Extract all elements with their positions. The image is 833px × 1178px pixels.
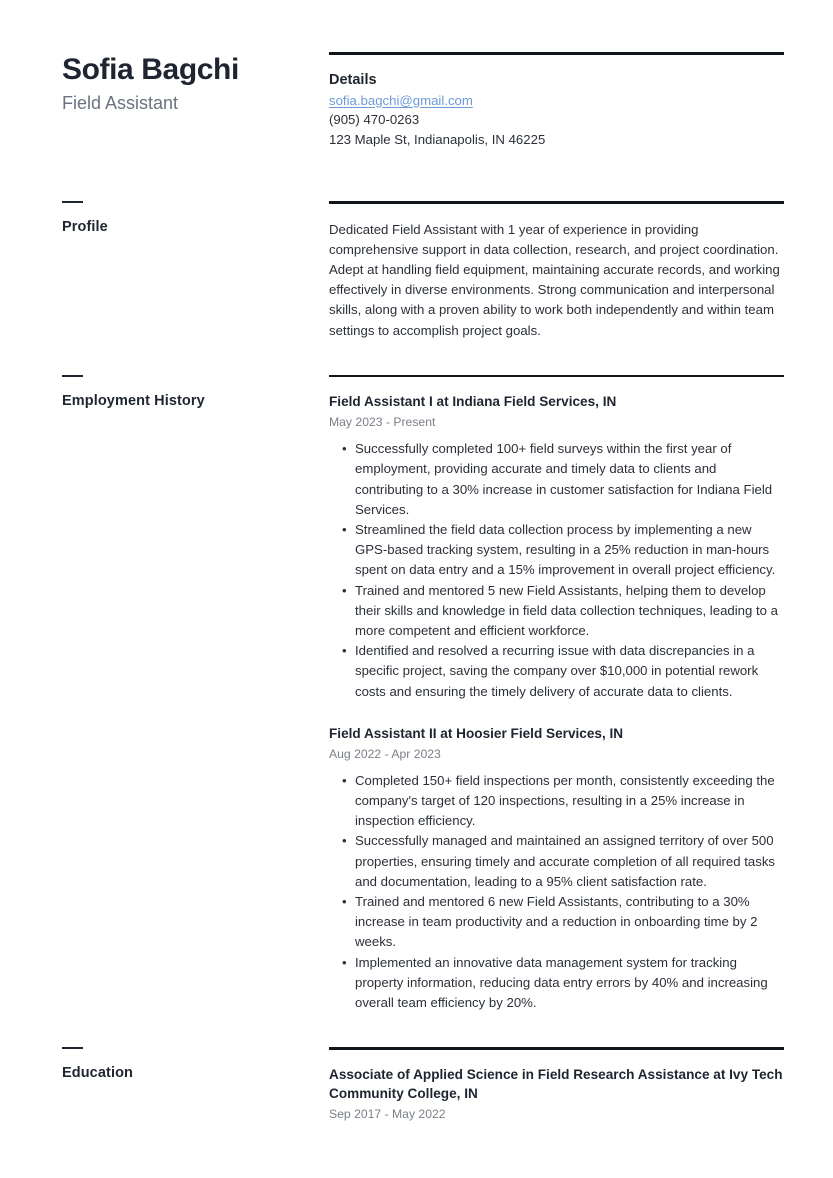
- section-divider: [329, 201, 784, 204]
- section-label-education: Education: [62, 1065, 133, 1082]
- details-heading: Details: [329, 71, 377, 88]
- entry-bullet-list: [329, 439, 784, 702]
- phone-text: (905) 470-0263: [329, 112, 420, 127]
- address-text: 123 Maple St, Indianapolis, IN 46225: [329, 131, 546, 147]
- section-label-profile: Profile: [62, 219, 108, 235]
- profile-text: Dedicated Field Assistant with 1 year of experience in providing comprehensive support in data collection, research, and project coordination. Adept at handling field equipment, maintaining accurate records, and working effectively in diverse environments. Strong communication and interpersonal skills, along with a proven ability to work both independently and within team settings to accomplish project goals.: [329, 221, 780, 338]
- list-item: • Completed 150+ field inspections per month, consistently exceeding the company's target of 120 inspections, resulting in a 25% increase in inspection efficiency.: [329, 771, 784, 832]
- profile-label-block: [62, 201, 329, 341]
- name-block: [62, 52, 329, 149]
- list-item: • Successfully completed 100+ field surveys within the first year of employment, providing accurate and timely data to clients and contributing to a 30% increase in customer satisfaction for Indiana Field Services.: [329, 439, 784, 520]
- spacer: [62, 341, 329, 375]
- entry-title: Field Assistant II at Hoosier Field Services, IN: [329, 725, 624, 741]
- entry-date: Aug 2022 - Apr 2023: [329, 746, 441, 761]
- education-entry: [329, 1065, 784, 1123]
- list-item: • Trained and mentored 6 new Field Assistants, contributing to a 30% increase in team productivity and a reduction in onboarding time by 2 weeks.: [329, 892, 784, 953]
- spacer: [329, 149, 784, 201]
- spacer: [329, 341, 784, 375]
- entry-bullet-list: [329, 771, 784, 1013]
- section-divider: [329, 52, 784, 55]
- job-title: Field Assistant: [62, 93, 179, 113]
- education-entries: [329, 1050, 784, 1123]
- employment-label-block: [62, 375, 329, 1014]
- page-title: Sofia Bagchi: [62, 53, 239, 86]
- education-section: [329, 1047, 784, 1123]
- label-rule: [62, 375, 83, 377]
- employment-entry: [329, 724, 784, 1013]
- spacer: [62, 149, 329, 201]
- entry-title: Field Assistant I at Indiana Field Services, IN: [329, 394, 617, 410]
- list-item: • Successfully managed and maintained an assigned territory of over 500 properties, ensuring timely and accurate completion of all required tasks and documentation, leading to a 95% client satisfaction rate.: [329, 831, 784, 892]
- entry-title: Associate of Applied Science in Field Research Assistance at Ivy Tech Community College, IN: [329, 1066, 783, 1101]
- list-item: • Implemented an innovative data management system for tracking property information, reducing data entry errors by 40% and increasing overall team efficiency by 20%.: [329, 953, 784, 1014]
- label-rule: [62, 1047, 83, 1049]
- list-item: • Streamlined the field data collection process by implementing a new GPS-based tracking system, resulting in a 25% reduction in man-hours spent on data entry and a 15% improvement in overall project efficiency.: [329, 520, 784, 581]
- entry-date: Sep 2017 - May 2022: [329, 1106, 446, 1121]
- details-section: [329, 52, 784, 149]
- employment-section: [329, 375, 784, 1014]
- spacer: [62, 1013, 329, 1047]
- profile-section: [329, 201, 784, 341]
- spacer: [329, 1013, 784, 1047]
- email-row: [329, 91, 784, 111]
- employment-entries: [329, 377, 784, 1013]
- email-link[interactable]: sofia.bagchi@gmail.com: [329, 92, 473, 108]
- entry-date: May 2023 - Present: [329, 415, 436, 430]
- education-label-block: [62, 1047, 329, 1123]
- employment-entry: [329, 392, 784, 702]
- section-label-employment: Employment History: [62, 392, 205, 409]
- list-item: • Identified and resolved a recurring issue with data discrepancies in a specific project, saving the company over $10,000 in potential rework costs and ensuring the timely delivery of accurate data to clients.: [329, 641, 784, 702]
- list-item: • Trained and mentored 5 new Field Assistants, helping them to develop their skills and knowledge in field data collection techniques, leading to a more competent and efficient workforce.: [329, 581, 784, 642]
- label-rule: [62, 201, 83, 203]
